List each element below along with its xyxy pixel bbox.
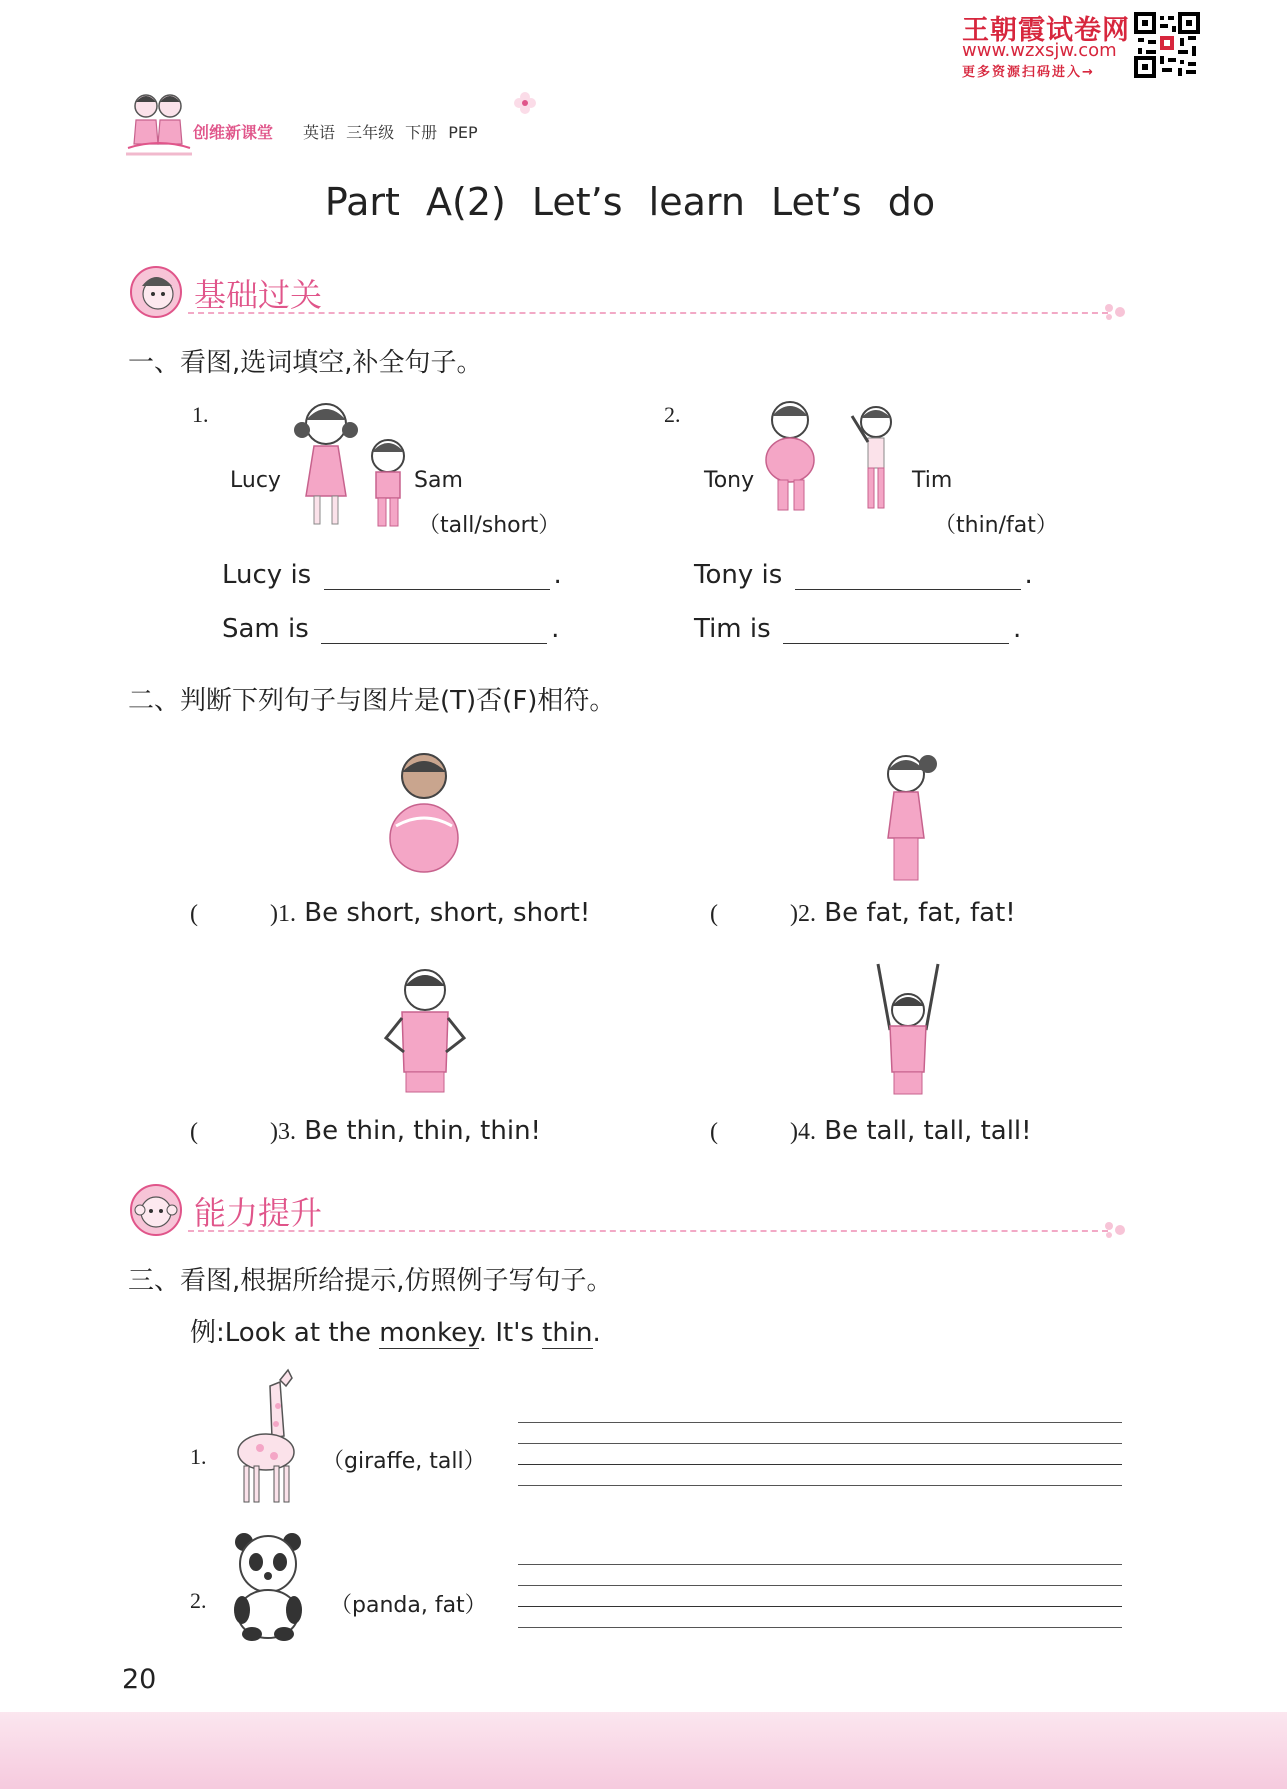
q2-item4-answer[interactable] [722, 1120, 786, 1146]
q1-heading: 一、看图,选词填空,补全句子。 [128, 348, 483, 378]
q1-item1-name-left: Lucy [230, 468, 281, 493]
q1-item1-blank2[interactable] [321, 617, 547, 644]
q3-item1-writing-lines[interactable] [518, 1422, 1122, 1506]
q2-item3: ( )3. Be thin, thin, thin! [190, 1116, 541, 1146]
tony-and-tim-picture [760, 396, 910, 520]
monkey-face-icon [128, 1182, 184, 1238]
q1-item2-line2-text: Tim is [694, 614, 771, 644]
q2-item4-text: Be tall, tall, tall! [824, 1116, 1032, 1146]
brand-title: 王朝霞试卷网 [962, 15, 1130, 46]
q2-item2-number: 2. [798, 901, 816, 927]
q2-item2: ( )2. Be fat, fat, fat! [710, 898, 1016, 928]
q3-example [190, 1312, 601, 1349]
page-number: 20 [122, 1664, 157, 1695]
kids-logo-icon [126, 88, 192, 158]
q2-item1-number: 1. [278, 901, 296, 927]
book-info: 英语 三年级 下册 PEP [303, 123, 478, 142]
q1-item2-name-right: Tim [912, 468, 953, 493]
section-advanced-title: 能力提升 [194, 1194, 323, 1232]
series-name: 创维新课堂 [193, 123, 274, 142]
q1-item1-hint: （tall/short） [418, 513, 561, 538]
panda-picture [232, 1530, 304, 1642]
q1-item2-number: 2. [664, 402, 681, 427]
q2-picture-crouching-boy [382, 750, 466, 880]
q1-item2-hint: （thin/fat） [934, 513, 1058, 538]
section-advanced [128, 1182, 1126, 1232]
q2-item1-answer[interactable] [202, 902, 266, 928]
q1-item2-blank2[interactable] [783, 617, 1009, 644]
flower-icon [512, 90, 538, 116]
q3-item1-hint: （giraffe, tall） [322, 1449, 486, 1474]
q3-example-word1: monkey [379, 1318, 479, 1348]
q3-item2-hint: （panda, fat） [330, 1593, 487, 1618]
q3-example-part3: . [592, 1318, 601, 1348]
brand-subtitle: 更多资源扫码进入→ [962, 65, 1095, 80]
giraffe-picture [230, 1366, 306, 1506]
q3-item2-number: 2. [190, 1588, 207, 1613]
q1-item1-blank1[interactable] [324, 563, 550, 590]
q2-item4-number: 4. [798, 1119, 816, 1145]
q1-item2-line1-text: Tony is [694, 560, 783, 590]
q2-picture-hands-on-hips-boy [380, 962, 470, 1094]
dots-icon [1104, 302, 1128, 322]
q3-item2-writing-lines[interactable] [518, 1564, 1122, 1648]
q1-item2-blank1[interactable] [795, 563, 1021, 590]
girl-face-icon [128, 264, 184, 320]
q3-example-part2: . It's [478, 1318, 543, 1348]
q2-item3-answer[interactable] [202, 1120, 266, 1146]
q1-item2-name-left: Tony [704, 468, 755, 493]
dots-icon [1104, 1220, 1128, 1240]
q3-heading: 三、看图,根据所给提示,仿照例子写句子。 [128, 1266, 613, 1296]
q2-picture-thin-girl [874, 748, 944, 882]
section-advanced-divider [188, 1230, 1108, 1232]
section-basic-title: 基础过关 [194, 276, 323, 314]
q2-item3-text: Be thin, thin, thin! [304, 1116, 541, 1146]
section-basic [128, 264, 1126, 314]
q1-item1-name-right: Sam [414, 468, 463, 493]
footer-band [0, 1712, 1287, 1789]
q1-item1-line2-text: Sam is [222, 614, 309, 644]
brand-url[interactable]: www.wzxsjw.com [962, 40, 1117, 61]
q1-item1-number: 1. [192, 402, 209, 427]
section-basic-divider [188, 312, 1108, 314]
q3-example-word2: thin [542, 1318, 593, 1348]
q2-item2-answer[interactable] [722, 902, 786, 928]
qr-code-icon[interactable] [1134, 12, 1200, 78]
q1-item2-line2: Tim is . [694, 614, 1022, 644]
q2-item4: ( )4. Be tall, tall, tall! [710, 1116, 1032, 1146]
q2-item1-text: Be short, short, short! [304, 898, 591, 928]
q1-item1-line1: Lucy is . [222, 560, 562, 590]
q3-example-prefix: 例: [190, 1318, 225, 1348]
q2-item3-number: 3. [278, 1119, 296, 1145]
lucy-and-sam-picture [292, 396, 422, 536]
q1-item1-line1-text: Lucy is [222, 560, 312, 590]
q3-item1-number: 1. [190, 1444, 207, 1469]
q2-picture-arms-up-boy [870, 960, 946, 1096]
q1-item2-line1: Tony is . [694, 560, 1033, 590]
q3-example-part1: Look at the [224, 1318, 380, 1348]
q2-item2-text: Be fat, fat, fat! [824, 898, 1016, 928]
q2-item1: ( )1. Be short, short, short! [190, 898, 591, 928]
page-title: Part A(2) Let’s learn Let’s do [324, 180, 936, 224]
q2-heading: 二、判断下列句子与图片是(T)否(F)相符。 [128, 686, 616, 716]
q1-item1-line2: Sam is . [222, 614, 560, 644]
